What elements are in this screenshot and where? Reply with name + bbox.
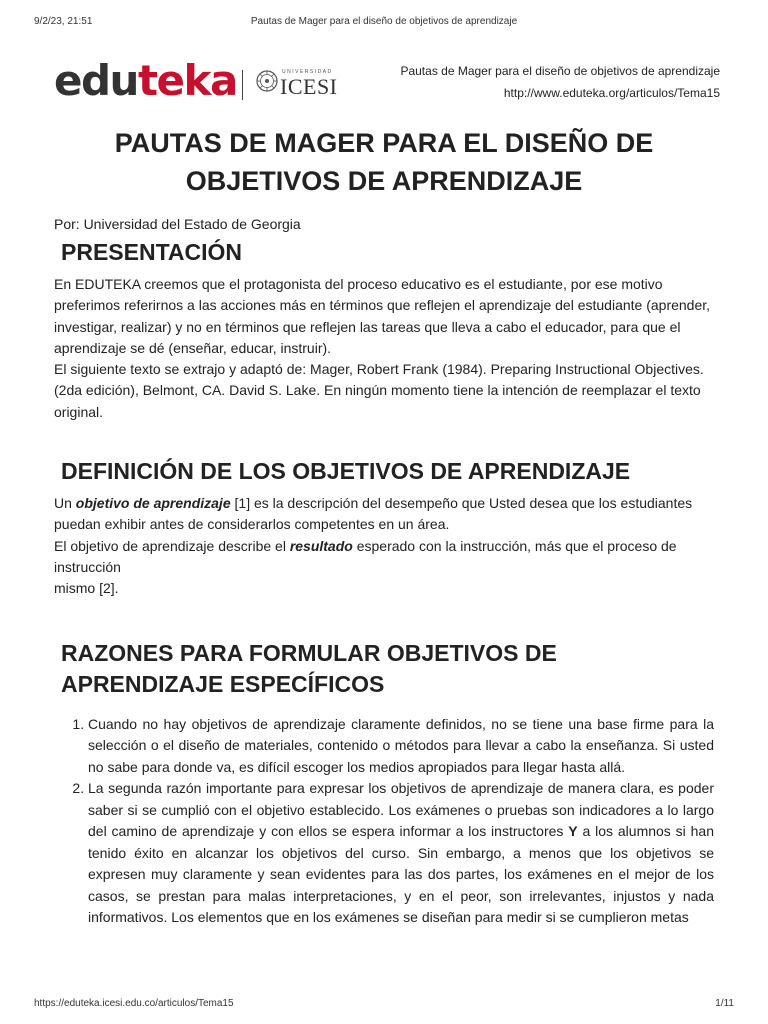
- razones-item-2-text-pre: La segunda razón importante para expresar los objetivos de aprendizaje de manera clara, es poder saber si se cumplió con el objetivo establecido. Los exámenes o pruebas son indicadores a lo largo del camino de aprendizaje y con ellos se espera informar a los instructores: [88, 780, 714, 840]
- icesi-logo-text: ICESI: [280, 74, 338, 99]
- print-header: [34, 16, 734, 30]
- razones-item-1-text: Cuando no hay objetivos de aprendizaje claramente definidos, no se tiene una base firme para la selección o el diseño de materiales, contenido o métodos para llevar a cabo la enseñanza. Si usted no sabe para donde va, es difícil escoger los medios apropiados para llegar hasta allá.: [88, 715, 714, 775]
- document-title: PAUTAS DE MAGER PARA EL DISEÑO DE OBJETIVOS DE APRENDIZAJE: [114, 128, 654, 196]
- logo-text-teka: teka: [137, 56, 237, 105]
- definicion-term-objetivo: objetivo de aprendizaje: [75, 495, 231, 512]
- heading-definicion: DEFINICIÓN DE LOS OBJETIVOS DE APRENDIZAJE: [61, 458, 631, 485]
- presentacion-paragraph: [54, 274, 714, 423]
- definicion-text-3: mismo [2].: [54, 580, 119, 597]
- definicion-term-resultado: resultado: [289, 537, 353, 554]
- print-footer: [34, 998, 734, 1012]
- icesi-university-label: UNIVERSIDAD: [282, 69, 333, 75]
- presentacion-text-1: En EDUTEKA creemos que el protagonista del proceso educativo es el estudiante, por ese motivo preferimos referirnos a las acciones más en términos que reflejen el aprendizaje del estudiante (aprender, investigar, realizar) y no en términos que reflejen las tareas que lleva a cabo el educador, para que el aprendizaje se dé (enseñar, educar, instruir).: [54, 276, 711, 356]
- list-item: [88, 714, 714, 779]
- logo-text-edu: edu: [54, 56, 138, 105]
- definicion-paragraph: [54, 493, 714, 599]
- definicion-text-2-post: esperado con la instrucción, más que el proceso de instrucción: [54, 537, 677, 575]
- razones-list: [54, 714, 714, 929]
- heading-razones: RAZONES PARA FORMULAR OBJETIVOS DE APRENDIZAJE ESPECÍFICOS: [61, 639, 557, 697]
- definicion-text-1-post: [1] es la descripción del desempeño que Usted desea que los estudiantes puedan exhibir antes de considerarlos competentes en un área.: [54, 495, 693, 533]
- heading-presentacion: PRESENTACIÓN: [61, 239, 243, 265]
- print-page-number: 1/11: [715, 998, 734, 1009]
- document-byline: Por: Universidad del Estado de Georgia: [54, 216, 301, 232]
- university-seal-icon: [256, 70, 278, 92]
- print-footer-url: https://eduteka.icesi.edu.co/articulos/Tema15: [34, 998, 234, 1009]
- presentacion-text-2: El siguiente texto se extrajo y adaptó de: Mager, Robert Frank (1984). Preparing Instructional Objectives. (2da edición), Belmont, CA. David S. Lake. En ningún momento tiene la intención de reemplazar el texto original.: [54, 361, 704, 420]
- document-body: [54, 124, 714, 929]
- logo-divider: [242, 70, 243, 100]
- print-datetime: 9/2/23, 21:51: [34, 16, 93, 27]
- list-item: [88, 778, 714, 929]
- article-reference-title: Pautas de Mager para el diseño de objetivos de aprendizaje: [400, 64, 720, 78]
- masthead: [54, 52, 720, 116]
- definicion-text-1-pre: Un: [54, 495, 76, 512]
- definicion-text-2-pre: El objetivo de aprendizaje describe el: [54, 537, 290, 554]
- razones-item-2-text-post: a los alumnos si han tenido éxito en alcanzar los objetivos del curso. Sin embargo, a menos que los objetivos se expresen muy claramente y sean evidentes para las dos partes, los exámenes en el mejor de los casos, se prestan para malas interpretaciones, y en el peor, son irrelevantes, injustos y nada informativos. Los elementos que en los exámenes se diseñan para medir si se cumplieron metas: [88, 823, 714, 926]
- article-reference-url[interactable]: http://www.eduteka.org/articulos/Tema15: [503, 86, 720, 100]
- razones-item-2-emphasis: Y: [568, 823, 578, 840]
- eduteka-logo[interactable]: [54, 56, 237, 106]
- print-page-title: Pautas de Mager para el diseño de objetivos de aprendizaje: [250, 16, 518, 27]
- article-reference: [400, 60, 720, 104]
